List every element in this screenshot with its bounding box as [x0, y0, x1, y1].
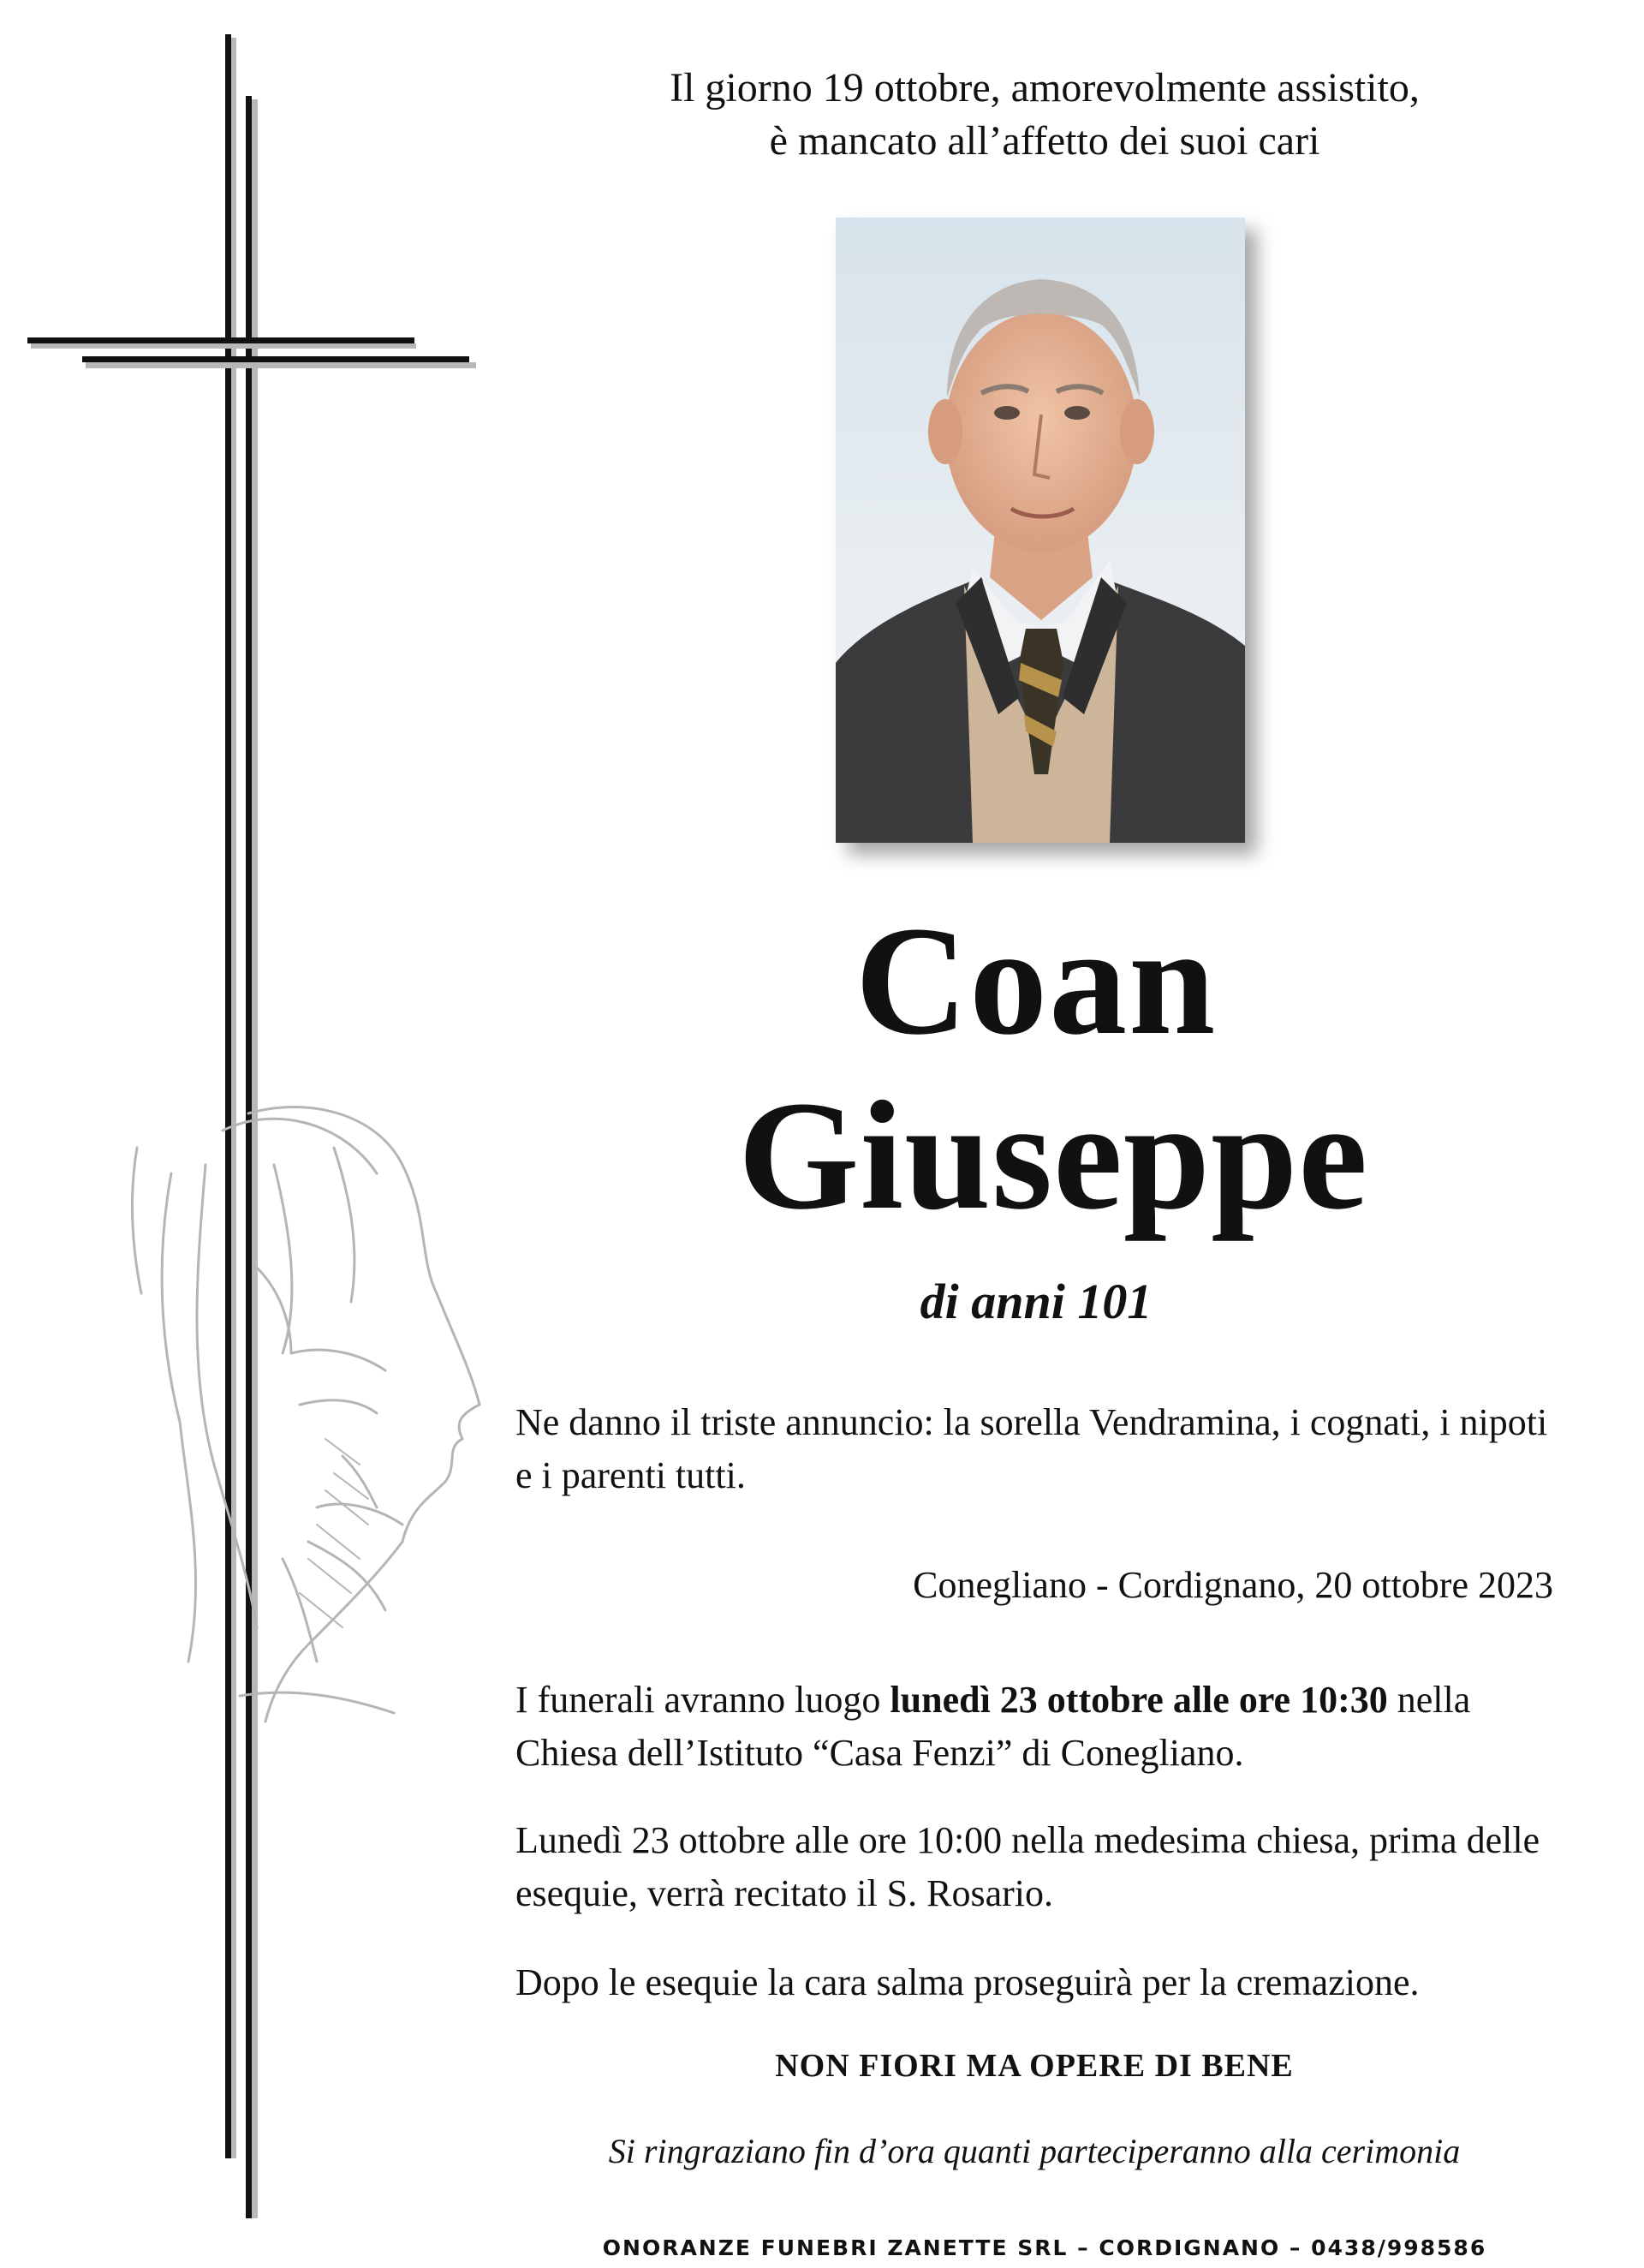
deceased-first-name: Giuseppe — [737, 1070, 1369, 1242]
cross-horizontal-2 — [82, 356, 469, 362]
christ-sketch-icon — [120, 1096, 497, 1730]
portrait-photo — [836, 218, 1245, 843]
rosary-info: Lunedì 23 ottobre alle ore 10:00 nella medesima chiesa, prima delle esequie, verrà recitato il S. Rosario. — [515, 1819, 1540, 1914]
cross-horizontal-1 — [27, 337, 414, 343]
deceased-surname: Coan — [855, 895, 1218, 1067]
cross-horizontal-shadow-1 — [31, 343, 416, 349]
no-flowers-note: NON FIORI MA OPERE DI BENE — [775, 2048, 1294, 2084]
place-date: Conegliano - Cordignano, 20 ottobre 2023 — [913, 1564, 1553, 1606]
funeral-suffix: nella Chiesa dell’Istituto “Casa Fenzi” di Conegliano. — [515, 1679, 1471, 1774]
cross-horizontal-shadow-2 — [86, 362, 476, 368]
intro-text — [514, 62, 1576, 168]
funeral-datetime: lunedì 23 ottobre alle ore 10:30 — [890, 1679, 1388, 1721]
funeral-info — [515, 1674, 1553, 1780]
cremation-info: Dopo le esequie la cara salma proseguirà per la cremazione. — [515, 1961, 1420, 2003]
thanks-note: Si ringraziano fin d’ora quanti parteciperanno alla cerimonia — [608, 2132, 1461, 2170]
deceased-age: di anni 101 — [920, 1274, 1153, 1329]
funeral-home-footer: ONORANZE FUNEBRI ZANETTE SRL – CORDIGNANO – 0438/998586 — [602, 2235, 1487, 2260]
announcement-text: Ne danno il triste annuncio: la sorella Vendramina, i cognati, i nipoti e i parenti tutti. — [515, 1401, 1548, 1496]
funeral-prefix: I funerali avranno luogo — [515, 1679, 890, 1721]
intro-line-2: è mancato all’affetto dei suoi cari — [769, 118, 1320, 164]
intro-line-1: Il giorno 19 ottobre, amorevolmente assistito, — [670, 65, 1420, 110]
